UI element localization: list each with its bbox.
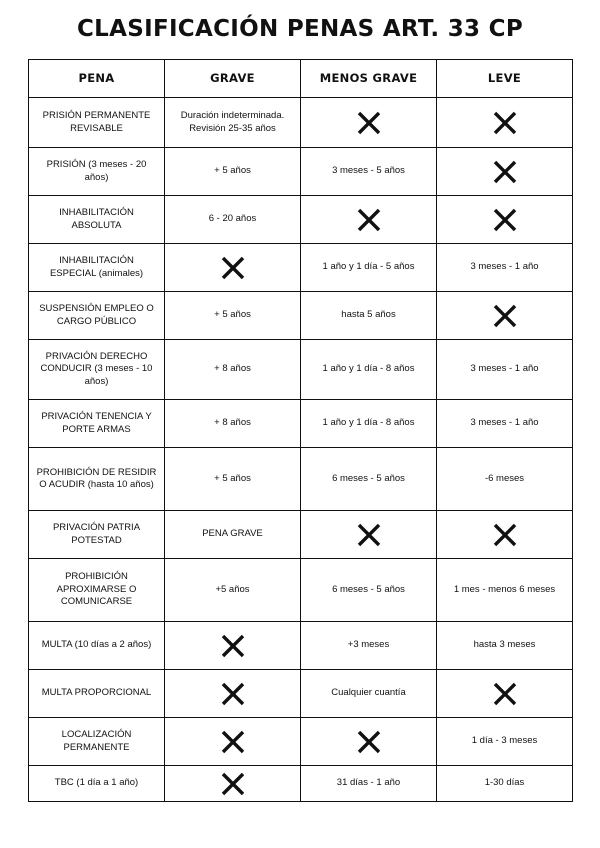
leve-cell — [437, 244, 573, 292]
header-grave: GRAVE — [165, 60, 301, 98]
cell-text: 1 año y 1 día - 5 años — [322, 261, 415, 273]
penas-table — [28, 59, 573, 802]
cross-icon — [220, 729, 246, 755]
cross-icon — [220, 771, 246, 797]
leve-cell — [437, 292, 573, 340]
cell-text: +5 años — [215, 583, 250, 595]
cell-text: MULTA (10 días a 2 años) — [41, 639, 152, 651]
cross-icon — [220, 681, 246, 707]
cell-text: 1 año y 1 día - 8 años — [322, 417, 415, 429]
cell-text: 6 meses - 5 años — [332, 472, 405, 484]
cell-text: PENA GRAVE — [202, 528, 263, 540]
grave-cell — [165, 766, 301, 802]
grave-cell — [165, 340, 301, 400]
cell-text: PROHIBICIÓN DE RESIDIR O ACUDIR (hasta 10 años) — [36, 466, 157, 490]
cell-text: + 5 años — [214, 472, 251, 484]
table-row — [29, 148, 573, 196]
table-row — [29, 511, 573, 559]
leve-cell — [437, 670, 573, 718]
cell-text: 1 mes - menos 6 meses — [453, 583, 556, 595]
grave-cell — [165, 511, 301, 559]
grave-cell — [165, 670, 301, 718]
menos-grave-cell — [301, 670, 437, 718]
table-row — [29, 670, 573, 718]
leve-cell — [437, 340, 573, 400]
pena-cell — [29, 448, 165, 511]
menos-grave-cell — [301, 196, 437, 244]
cell-text: MULTA PROPORCIONAL — [41, 687, 152, 699]
cell-text: 3 meses - 5 años — [332, 165, 405, 177]
cell-text: 6 meses - 5 años — [332, 583, 405, 595]
pena-cell — [29, 292, 165, 340]
cell-text: + 5 años — [214, 165, 251, 177]
cell-text: 1 año y 1 día - 8 años — [322, 363, 415, 375]
cell-text: SUSPENSIÓN EMPLEO O CARGO PÚBLICO — [39, 303, 154, 327]
cell-text: TBC (1 día a 1 año) — [54, 777, 139, 789]
cell-text: PRIVACIÓN PATRIA POTESTAD — [52, 522, 141, 546]
cross-icon — [356, 110, 382, 136]
cell-text: Duración indeterminada. Revisión 25-35 años — [180, 110, 285, 134]
cross-icon — [220, 255, 246, 281]
cell-text: Cualquier cuantía — [331, 687, 406, 699]
grave-cell — [165, 196, 301, 244]
cross-icon — [492, 303, 518, 329]
cell-text: -6 meses — [484, 472, 525, 484]
menos-grave-cell — [301, 718, 437, 766]
table-row — [29, 196, 573, 244]
grave-cell — [165, 718, 301, 766]
grave-cell — [165, 148, 301, 196]
table-row — [29, 292, 573, 340]
cell-text: PRIVACIÓN DERECHO CONDUCIR (3 meses - 10 años) — [40, 350, 153, 387]
leve-cell — [437, 196, 573, 244]
grave-cell — [165, 292, 301, 340]
table-body — [29, 98, 573, 802]
grave-cell — [165, 622, 301, 670]
pena-cell — [29, 98, 165, 148]
table-row — [29, 718, 573, 766]
cell-text: PRISIÓN PERMANENTE REVISABLE — [42, 110, 151, 134]
cell-text: PROHIBICIÓN APROXIMARSE O COMUNICARSE — [56, 571, 137, 608]
cell-text: 3 meses - 1 año — [470, 261, 539, 273]
cross-icon — [492, 110, 518, 136]
cell-text: hasta 3 meses — [473, 639, 536, 651]
cell-text: + 8 años — [214, 363, 251, 375]
cell-text: INHABILITACIÓN ABSOLUTA — [59, 207, 134, 231]
menos-grave-cell — [301, 292, 437, 340]
cross-icon — [492, 159, 518, 185]
table-row — [29, 448, 573, 511]
leve-cell — [437, 766, 573, 802]
leve-cell — [437, 622, 573, 670]
grave-cell — [165, 559, 301, 622]
grave-cell — [165, 400, 301, 448]
table-row — [29, 400, 573, 448]
cell-text: hasta 5 años — [341, 309, 396, 321]
cell-text: 3 meses - 1 año — [470, 417, 539, 429]
cross-icon — [492, 522, 518, 548]
cell-text: 1 día - 3 meses — [471, 735, 538, 747]
cell-text: PRISIÓN (3 meses - 20 años) — [46, 159, 147, 183]
cross-icon — [220, 633, 246, 659]
table-row — [29, 244, 573, 292]
pena-cell — [29, 622, 165, 670]
table-row — [29, 98, 573, 148]
header-row — [29, 60, 573, 98]
leve-cell — [437, 511, 573, 559]
menos-grave-cell — [301, 622, 437, 670]
pena-cell — [29, 511, 165, 559]
cross-icon — [356, 729, 382, 755]
cell-text: + 5 años — [214, 309, 251, 321]
menos-grave-cell — [301, 400, 437, 448]
table-row — [29, 766, 573, 802]
cross-icon — [492, 207, 518, 233]
leve-cell — [437, 400, 573, 448]
header-menos-grave: MENOS GRAVE — [301, 60, 437, 98]
cross-icon — [492, 681, 518, 707]
menos-grave-cell — [301, 511, 437, 559]
header-leve: LEVE — [437, 60, 573, 98]
leve-cell — [437, 559, 573, 622]
leve-cell — [437, 448, 573, 511]
menos-grave-cell — [301, 448, 437, 511]
table-row — [29, 340, 573, 400]
pena-cell — [29, 244, 165, 292]
cell-text: LOCALIZACIÓN PERMANENTE — [61, 729, 132, 753]
menos-grave-cell — [301, 98, 437, 148]
grave-cell — [165, 448, 301, 511]
leve-cell — [437, 718, 573, 766]
table-row — [29, 559, 573, 622]
menos-grave-cell — [301, 340, 437, 400]
header-pena: PENA — [29, 60, 165, 98]
pena-cell — [29, 718, 165, 766]
pena-cell — [29, 670, 165, 718]
cell-text: 6 - 20 años — [208, 213, 257, 225]
menos-grave-cell — [301, 148, 437, 196]
cross-icon — [356, 207, 382, 233]
cell-text: 31 días - 1 año — [336, 777, 401, 789]
pena-cell — [29, 400, 165, 448]
grave-cell — [165, 98, 301, 148]
pena-cell — [29, 148, 165, 196]
cell-text: +3 meses — [347, 639, 390, 651]
cell-text: PRIVACIÓN TENENCIA Y PORTE ARMAS — [41, 411, 152, 435]
pena-cell — [29, 196, 165, 244]
pena-cell — [29, 559, 165, 622]
table-row — [29, 622, 573, 670]
menos-grave-cell — [301, 766, 437, 802]
page-title: CLASIFICACIÓN PENAS ART. 33 CP — [76, 16, 523, 42]
cross-icon — [356, 522, 382, 548]
grave-cell — [165, 244, 301, 292]
cell-text: 1-30 días — [484, 777, 525, 789]
pena-cell — [29, 340, 165, 400]
leve-cell — [437, 148, 573, 196]
cell-text: INHABILITACIÓN ESPECIAL (animales) — [49, 255, 144, 279]
menos-grave-cell — [301, 559, 437, 622]
cell-text: + 8 años — [214, 417, 251, 429]
leve-cell — [437, 98, 573, 148]
cell-text: 3 meses - 1 año — [470, 363, 539, 375]
pena-cell — [29, 766, 165, 802]
menos-grave-cell — [301, 244, 437, 292]
